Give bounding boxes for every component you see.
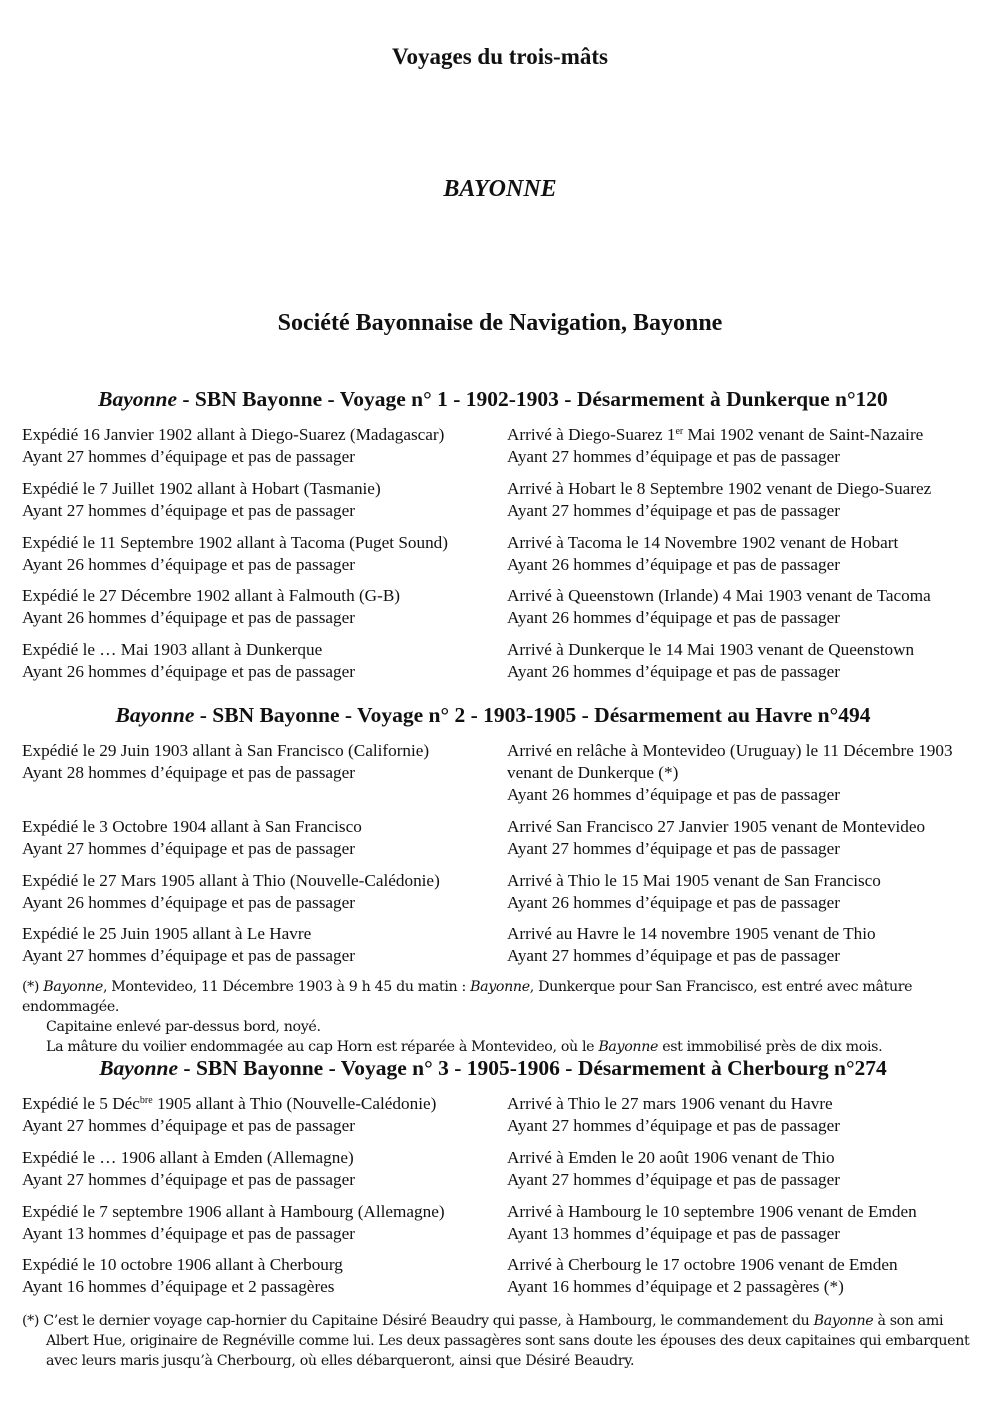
voyage-heading-text: - SBN Bayonne - Voyage n° 2 - 1903-1905 - Désarmement au Havre n°494 bbox=[194, 703, 871, 727]
departure-entry bbox=[22, 816, 502, 860]
voyage-1-heading bbox=[0, 387, 986, 412]
departure-entry bbox=[22, 478, 502, 522]
footnote-text: est immobilisé près de dix mois. bbox=[658, 1039, 883, 1055]
footnote-text: à son ami Albert Hue, originaire de Regnéville comme lui. Les deux passagères sont sans doute les épouses des deux capitaines qui embarquent avec leurs maris jusqu’à Cherbourg, où elles débarqueront, ainsi que Désiré Beaudry. bbox=[46, 1313, 970, 1369]
departure-text: Expédié 16 Janvier 1902 allant à Diego-Suarez (Madagascar) bbox=[22, 425, 445, 444]
arrival-text: Arrivé à Thio le 15 Mai 1905 venant de San Francisco bbox=[507, 871, 881, 890]
arrival-entry bbox=[507, 740, 962, 806]
arrival-text bbox=[507, 424, 987, 446]
departure-entry bbox=[22, 1093, 502, 1137]
departure-text: Expédié le 3 Octobre 1904 allant à San Francisco bbox=[22, 817, 362, 836]
arrival-text: Arrivé au Havre le 14 novembre 1905 venant de Thio bbox=[507, 924, 876, 943]
arrival-entry bbox=[507, 424, 987, 468]
departure-text: Expédié le 11 Septembre 1902 allant à Tacoma (Puget Sound) bbox=[22, 533, 448, 552]
crew-text: Ayant 26 hommes d’équipage et pas de passager bbox=[22, 608, 355, 627]
arrival-text: Arrivé en relâche à Montevideo (Uruguay) le 11 Décembre 1903 venant de Dunkerque (*) bbox=[507, 741, 953, 782]
departure-entry bbox=[22, 1147, 502, 1191]
departure-entry bbox=[22, 532, 502, 576]
crew-text: Ayant 26 hommes d’équipage et pas de passager bbox=[507, 555, 840, 574]
crew-text: Ayant 26 hommes d’équipage et pas de passager bbox=[507, 662, 840, 681]
departure-text-end: 1905 allant à Thio (Nouvelle-Calédonie) bbox=[152, 1094, 437, 1113]
footnote-marker: (*) bbox=[22, 1313, 44, 1329]
crew-text: Ayant 27 hommes d’équipage et pas de passager bbox=[507, 447, 840, 466]
departure-text: Expédié le 29 Juin 1903 allant à San Francisco (Californie) bbox=[22, 741, 430, 760]
arrival-text: Arrivé à Hambourg le 10 septembre 1906 venant de Emden bbox=[507, 1202, 917, 1221]
crew-text: Ayant 26 hommes d’équipage et pas de passager bbox=[507, 785, 840, 804]
ship-name-italic: Bayonne bbox=[99, 1056, 179, 1080]
ship-name-italic: Bayonne bbox=[470, 979, 530, 995]
arrival-entry bbox=[507, 1254, 987, 1298]
ship-name-italic: Bayonne bbox=[115, 703, 195, 727]
arrival-entry bbox=[507, 478, 987, 522]
voyage-3-footnote bbox=[22, 1311, 972, 1371]
crew-text: Ayant 27 hommes d’équipage et pas de passager bbox=[22, 1170, 355, 1189]
arrival-entry bbox=[507, 870, 987, 914]
crew-text: Ayant 16 hommes d’équipage et 2 passagères (*) bbox=[507, 1277, 844, 1296]
footnote-line bbox=[22, 1037, 972, 1057]
crew-text: Ayant 26 hommes d’équipage et pas de passager bbox=[22, 662, 355, 681]
voyage-3-heading bbox=[0, 1056, 986, 1081]
crew-text: Ayant 26 hommes d’équipage et pas de passager bbox=[507, 608, 840, 627]
arrival-text: Arrivé à Emden le 20 août 1906 venant de Thio bbox=[507, 1148, 835, 1167]
arrival-entry bbox=[507, 1201, 987, 1245]
departure-entry bbox=[22, 585, 502, 629]
crew-text: Ayant 27 hommes d’équipage et pas de passager bbox=[507, 839, 840, 858]
arrival-text: Arrivé à Thio le 27 mars 1906 venant du Havre bbox=[507, 1094, 833, 1113]
crew-text: Ayant 27 hommes d’équipage et pas de passager bbox=[22, 839, 355, 858]
voyage-heading-text: - SBN Bayonne - Voyage n° 3 - 1905-1906 - Désarmement à Cherbourg n°274 bbox=[178, 1056, 887, 1080]
arrival-text: Arrivé à Queenstown (Irlande) 4 Mai 1903 venant de Tacoma bbox=[507, 586, 931, 605]
departure-text: Expédié le … Mai 1903 allant à Dunkerque bbox=[22, 640, 323, 659]
arrival-text-start: Arrivé à Diego-Suarez 1 bbox=[507, 425, 676, 444]
footnote-text: , Montevideo, 11 Décembre 1903 à 9 h 45 du matin : bbox=[102, 979, 471, 995]
crew-text: Ayant 16 hommes d’équipage et 2 passagères bbox=[22, 1277, 335, 1296]
departure-entry bbox=[22, 923, 502, 967]
footnote-paragraph bbox=[22, 1311, 972, 1371]
crew-text: Ayant 13 hommes d’équipage et pas de passager bbox=[507, 1224, 840, 1243]
arrival-text: Arrivé à Dunkerque le 14 Mai 1903 venant de Queenstown bbox=[507, 640, 915, 659]
departure-entry bbox=[22, 1254, 502, 1298]
crew-text: Ayant 27 hommes d’équipage et pas de passager bbox=[507, 1170, 840, 1189]
crew-text: Ayant 13 hommes d’équipage et pas de passager bbox=[22, 1224, 355, 1243]
departure-text: Expédié le 25 Juin 1905 allant à Le Havre bbox=[22, 924, 312, 943]
crew-text: Ayant 27 hommes d’équipage et pas de passager bbox=[22, 447, 355, 466]
voyage-2-footnote bbox=[22, 977, 972, 1057]
departure-entry bbox=[22, 1201, 502, 1245]
arrival-text-end: Mai 1902 venant de Saint-Nazaire bbox=[683, 425, 924, 444]
crew-text: Ayant 27 hommes d’équipage et pas de passager bbox=[22, 946, 355, 965]
departure-entry bbox=[22, 740, 502, 784]
departure-text: Expédié le 7 septembre 1906 allant à Hambourg (Allemagne) bbox=[22, 1202, 445, 1221]
crew-text: Ayant 28 hommes d’équipage et pas de passager bbox=[22, 763, 355, 782]
departure-entry bbox=[22, 639, 502, 683]
departure-text: Expédié le 27 Mars 1905 allant à Thio (Nouvelle-Calédonie) bbox=[22, 871, 440, 890]
ship-name: BAYONNE bbox=[443, 176, 557, 202]
ship-name-italic: Bayonne bbox=[98, 387, 178, 411]
crew-text: Ayant 27 hommes d’équipage et pas de passager bbox=[507, 946, 840, 965]
arrival-text: Arrivé San Francisco 27 Janvier 1905 venant de Montevideo bbox=[507, 817, 926, 836]
footnote-marker: (*) bbox=[22, 979, 44, 995]
footnote-text: C’est le dernier voyage cap-hornier du Capitaine Désiré Beaudry qui passe, à Hambourg, le commandement du bbox=[43, 1313, 814, 1329]
arrival-entry bbox=[507, 1147, 987, 1191]
footnote-text: , Dunkerque pour San Francisco, est entré avec mâture endommagée. bbox=[22, 979, 913, 1015]
footnote-line: Capitaine enlevé par-dessus bord, noyé. bbox=[46, 1019, 321, 1035]
crew-text: Ayant 27 hommes d’équipage et pas de passager bbox=[507, 1116, 840, 1135]
superscript: er bbox=[675, 426, 684, 437]
crew-text: Ayant 27 hommes d’équipage et pas de passager bbox=[22, 1116, 355, 1135]
crew-text: Ayant 26 hommes d’équipage et pas de passager bbox=[22, 555, 355, 574]
arrival-entry bbox=[507, 639, 987, 683]
arrival-entry bbox=[507, 816, 987, 860]
departure-text: Expédié le 10 octobre 1906 allant à Cherbourg bbox=[22, 1255, 343, 1274]
departure-entry bbox=[22, 870, 502, 914]
crew-text: Ayant 27 hommes d’équipage et pas de passager bbox=[507, 501, 840, 520]
arrival-text: Arrivé à Tacoma le 14 Novembre 1902 venant de Hobart bbox=[507, 533, 899, 552]
superscript: bre bbox=[139, 1095, 153, 1106]
ship-name-italic: Bayonne bbox=[598, 1039, 659, 1055]
departure-text-start: Expédié le 5 Déc bbox=[22, 1094, 140, 1113]
departure-entry bbox=[22, 424, 502, 468]
departure-text: Expédié le 27 Décembre 1902 allant à Falmouth (G-B) bbox=[22, 586, 401, 605]
voyage-heading-text: - SBN Bayonne - Voyage n° 1 - 1902-1903 - Désarmement à Dunkerque n°120 bbox=[177, 387, 888, 411]
arrival-text: Arrivé à Hobart le 8 Septembre 1902 venant de Diego-Suarez bbox=[507, 479, 932, 498]
arrival-entry bbox=[507, 532, 987, 576]
footnote-text: La mâture du voilier endommagée au cap Horn est réparée à Montevideo, où le bbox=[46, 1039, 599, 1055]
arrival-entry bbox=[507, 923, 987, 967]
ship-name-italic: Bayonne bbox=[813, 1313, 874, 1329]
crew-text: Ayant 27 hommes d’équipage et pas de passager bbox=[22, 501, 355, 520]
arrival-entry bbox=[507, 585, 987, 629]
footnote-line bbox=[22, 977, 972, 1017]
document-title: Voyages du trois-mâts bbox=[392, 44, 608, 69]
departure-text: Expédié le … 1906 allant à Emden (Allemagne) bbox=[22, 1148, 354, 1167]
departure-text: Expédié le 7 Juillet 1902 allant à Hobart (Tasmanie) bbox=[22, 479, 381, 498]
arrival-text: Arrivé à Cherbourg le 17 octobre 1906 venant de Emden bbox=[507, 1255, 898, 1274]
owner-company: Société Bayonnaise de Navigation, Bayonne bbox=[277, 310, 723, 336]
arrival-entry bbox=[507, 1093, 987, 1137]
departure-text bbox=[22, 1093, 502, 1115]
voyage-2-heading bbox=[0, 703, 986, 728]
crew-text: Ayant 26 hommes d’équipage et pas de passager bbox=[22, 893, 355, 912]
crew-text: Ayant 26 hommes d’équipage et pas de passager bbox=[507, 893, 840, 912]
ship-name-italic: Bayonne bbox=[43, 979, 103, 995]
